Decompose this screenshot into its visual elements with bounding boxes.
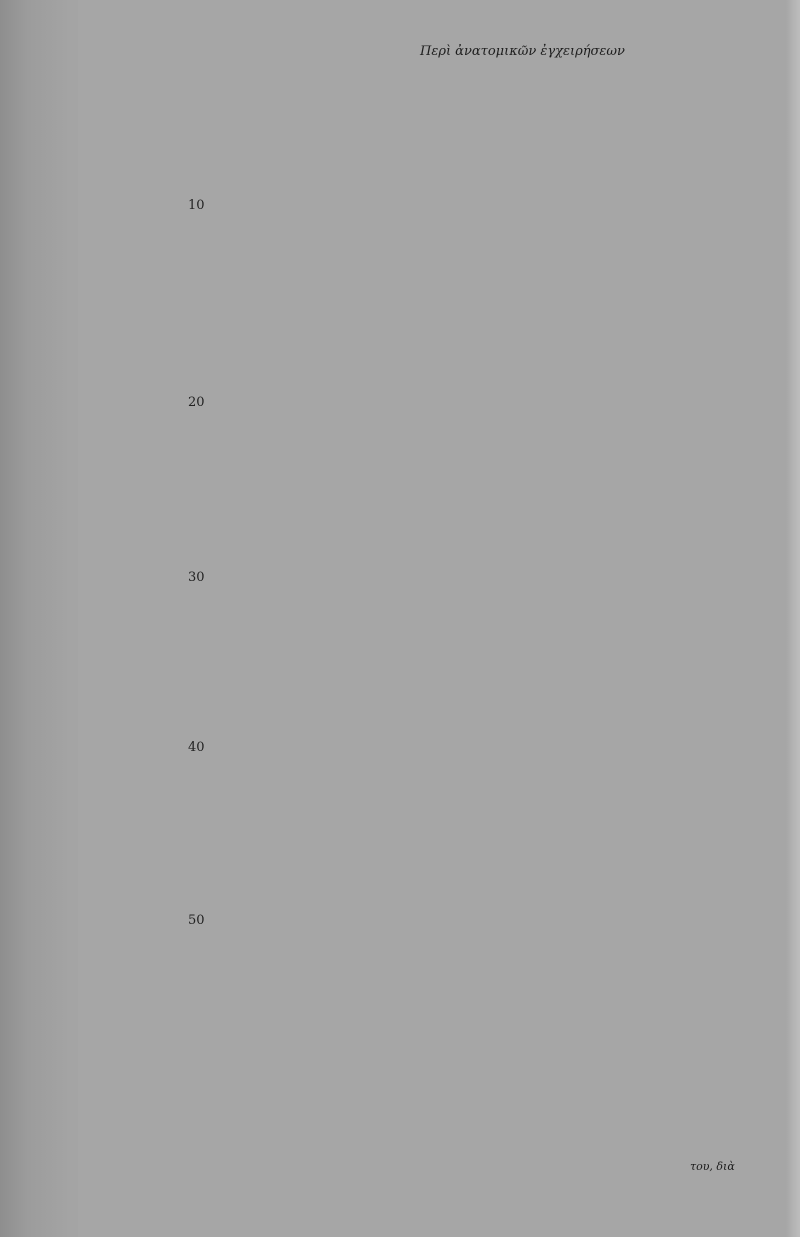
page-surface [78, 0, 800, 1237]
line-number-20: 20 [188, 395, 205, 410]
line-number-50: 50 [188, 913, 205, 928]
catchword: του, διὰ [690, 1160, 735, 1173]
book-gutter [0, 0, 70, 1237]
line-number-10: 10 [188, 198, 205, 213]
line-number-30: 30 [188, 570, 205, 585]
page-edge [786, 0, 800, 1237]
running-head: Περὶ ἀνατομικῶν ἐγχειρήσεων [420, 44, 625, 59]
line-number-40: 40 [188, 740, 205, 755]
